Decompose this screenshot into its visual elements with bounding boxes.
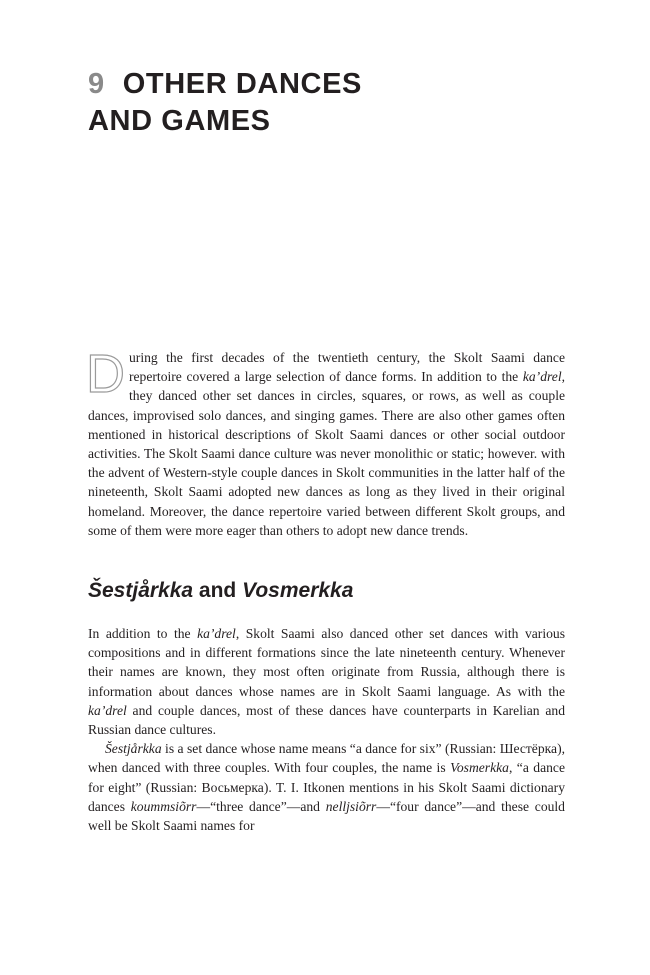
para2-text-h: —“four dance”—and these could well be Skolt Saami names for [88, 798, 565, 834]
para1-text-e: and couple dances, most of these dances have counterparts in Karelian and Russian dance cultures. [88, 702, 565, 738]
para2-italic-a: Šestjårkka [105, 741, 162, 757]
section-paragraph-1 [88, 624, 565, 739]
para1-text-c: , Skolt Saami also danced other set dances with various compositions and in different formations since the late nineteenth century. Whenever their names are known, they most often originate from Russia, although there is information about dances whose names are in Skolt Saami language. As with the [88, 626, 565, 699]
intro-italic-term: ka’drel [522, 369, 562, 385]
chapter-title [88, 66, 568, 140]
para2-italic-e: koummsiõrr [130, 798, 197, 814]
section-heading [88, 576, 353, 606]
para1-italic-b: ka’drel [197, 626, 236, 641]
section-heading-term-1: Šestjårkka [88, 579, 194, 602]
chapter-title-line1: OTHER DANCES [122, 68, 362, 100]
section-body [88, 624, 565, 835]
intro-text-1: uring the first decades of the twentieth century, the Skolt Saami dance repertoire covered a large selection of dance forms. In addition to the [129, 350, 565, 385]
section-heading-term-2: Vosmerkka [242, 579, 354, 602]
para2-text-b: is a set dance whose name means “a dance for six” (Russian: Шестёрка), when danced with three couples. With four couples, the name is [88, 741, 565, 776]
drop-cap: D [86, 344, 125, 404]
intro-paragraph [86, 344, 565, 540]
para2-italic-g: nelljsiõrr [325, 798, 377, 814]
intro-text-2: , they danced other set dances in circles, squares, or rows, as well as couple dances, improvised solo dances, and singing games. There are also other games often mentioned in historical descriptions of Skolt Saami dances or other social outdoor activities. The Skolt Saami dance culture was never monolithic or static; however. with the advent of Western-style couple dances in Skolt communities in the latter half of the nineteenth, Skolt Saami adopted new dances as long as they lived in their original homeland. Moreover, the dance repertoire varied between different Skolt groups, and some of them were more eager than others to adopt new dance trends. [88, 369, 565, 538]
para1-italic-d: ka’drel [88, 702, 127, 718]
section-heading-conj: and [193, 579, 243, 602]
chapter-number: 9 [88, 68, 105, 100]
para2-text-d: , “a dance for eight” (Russian: Восьмерка). T. I. Itkonen mentions in his Skolt Saami dictionary dances [88, 760, 565, 814]
chapter-title-line2: AND GAMES [88, 105, 271, 137]
para2-text-f: —“three dance”—and [196, 798, 326, 814]
section-paragraph-2 [88, 739, 565, 835]
para2-italic-c: Vosmerkka [450, 760, 509, 776]
para1-text-a: In addition to the [88, 626, 198, 641]
